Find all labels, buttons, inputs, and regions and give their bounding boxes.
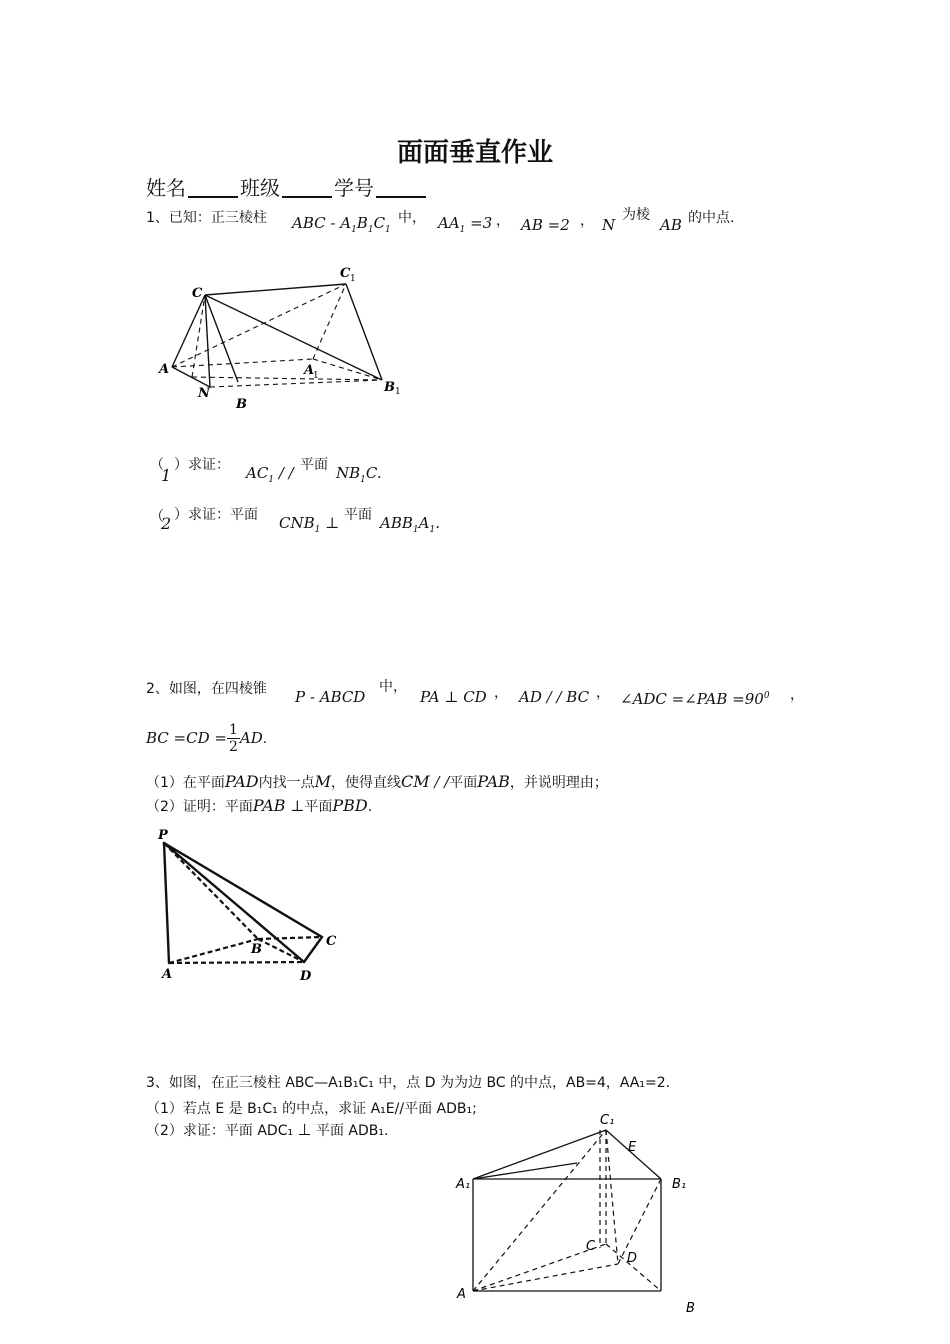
id-label: 学号	[334, 176, 374, 200]
p3-label-e: E	[628, 1140, 637, 1155]
p2-q2: （2）证明：平面PAB ⊥平面PBD.	[146, 796, 373, 815]
p1-q1-plane: 平面	[300, 457, 328, 473]
p2-label-b: B	[251, 942, 262, 957]
class-label: 班级	[240, 176, 280, 200]
p1-weileng: 为棱	[622, 207, 650, 223]
p1-label-a: A	[159, 362, 170, 377]
p1-label-n: N	[198, 386, 210, 401]
p2-label-d: D	[300, 969, 312, 984]
p2-label-c: C	[326, 934, 337, 949]
p3-label-b: B	[686, 1301, 695, 1316]
id-blank[interactable]	[376, 176, 426, 198]
p2-intro: 2、如图，在四棱锥	[146, 681, 267, 697]
svg-text:1: 1	[313, 371, 319, 381]
p2-comma3: ，	[790, 687, 804, 703]
p1-label-b: B	[236, 397, 247, 412]
student-info-fields	[146, 172, 428, 201]
svg-text:1: 1	[395, 387, 401, 397]
p3-label-c: C	[586, 1239, 596, 1254]
p2-ad-bc: AD / / BC	[519, 688, 590, 706]
p1-prism: ABC - $A_1B_1C_1$	[292, 214, 391, 235]
p2-comma1: ，	[494, 685, 508, 701]
p3-label-a1: A₁	[456, 1177, 471, 1192]
p1-aa1: $AA_1 =3$	[438, 214, 493, 235]
p3-label-c1: C₁	[600, 1113, 615, 1128]
p1-n: N	[602, 216, 616, 234]
p1-comma: ，	[496, 213, 510, 229]
name-label: 姓名	[146, 176, 186, 200]
p1-midpoint: 的中点.	[688, 210, 735, 226]
p2-pabcd: P - ABCD	[295, 688, 366, 706]
p1-label-a1: A	[304, 363, 315, 378]
p2-angle: ∠ADC =∠PAB $=90^0$	[620, 690, 770, 708]
p3-intro: 3、如图，在正三棱柱 ABC—A₁B₁C₁ 中，点 D 为为边 BC 的中点，AB=4，AA₁=2.	[146, 1075, 671, 1091]
p1-q1-ac1: $AC_1$ / /	[246, 464, 294, 485]
p1-q2-paren: （	[150, 509, 164, 525]
p3-label-d: D	[627, 1251, 638, 1266]
p1-q2-plane: 平面	[344, 507, 372, 523]
p2-fraction: $\frac{1}{2}$	[228, 722, 238, 755]
p2-label-p: P	[158, 828, 168, 843]
p2-comma2: ，	[596, 685, 610, 701]
name-blank[interactable]	[188, 176, 238, 198]
p2-q1: （1）在平面PAD内找一点M，使得直线CM / /平面PAB，并说明理由；	[146, 772, 608, 791]
page-title: 面面垂直作业	[396, 138, 553, 168]
p1-q1-text: ）求证：	[174, 457, 230, 473]
p1-label-c1: C	[340, 266, 351, 281]
p3-label-a: A	[457, 1287, 466, 1302]
p2-pyramid-figure	[150, 822, 350, 987]
p3-q1: （1）若点 E 是 B₁C₁ 的中点，求证 A₁E//平面 ADB₁;	[146, 1101, 477, 1117]
svg-text:1: 1	[350, 274, 356, 284]
p1-q1-paren: （	[150, 457, 164, 473]
p1-zhong: 中，	[398, 210, 426, 226]
p1-q2-num: 2	[161, 514, 172, 533]
p1-q1-nb1c: $NB_1C$.	[336, 464, 382, 485]
class-blank[interactable]	[282, 176, 332, 198]
p3-prism-figure	[450, 1108, 695, 1318]
p1-label-c: C	[192, 286, 203, 301]
p1-ab2: AB	[660, 216, 682, 234]
p1-label-b1: B	[384, 380, 395, 395]
p1-q1-num: 1	[161, 466, 172, 485]
p3-q2: （2）求证：平面 ADC₁ ⊥ 平面 ADB₁.	[146, 1120, 389, 1139]
p2-zhong: 中，	[379, 679, 407, 695]
p1-ab: AB =2	[521, 216, 570, 234]
p1-comma2: ，	[580, 213, 594, 229]
p2-bc-cd-eq: BC =CD = $\frac{1}{2}$ AD.	[146, 722, 268, 755]
p2-label-a: A	[162, 967, 173, 982]
p3-label-b1: B₁	[672, 1177, 687, 1192]
p1-prism-figure	[150, 255, 410, 415]
p2-pa-cd: PA ⊥ CD	[420, 688, 487, 706]
p1-intro: 1、已知：正三棱柱	[146, 210, 267, 226]
p1-q2-text: ）求证：平面	[174, 507, 258, 523]
p1-q2-cnb1: $CNB_1$ ⊥	[279, 514, 340, 535]
p1-q2-abb1a1: $ABB_1A_1$.	[380, 514, 440, 535]
